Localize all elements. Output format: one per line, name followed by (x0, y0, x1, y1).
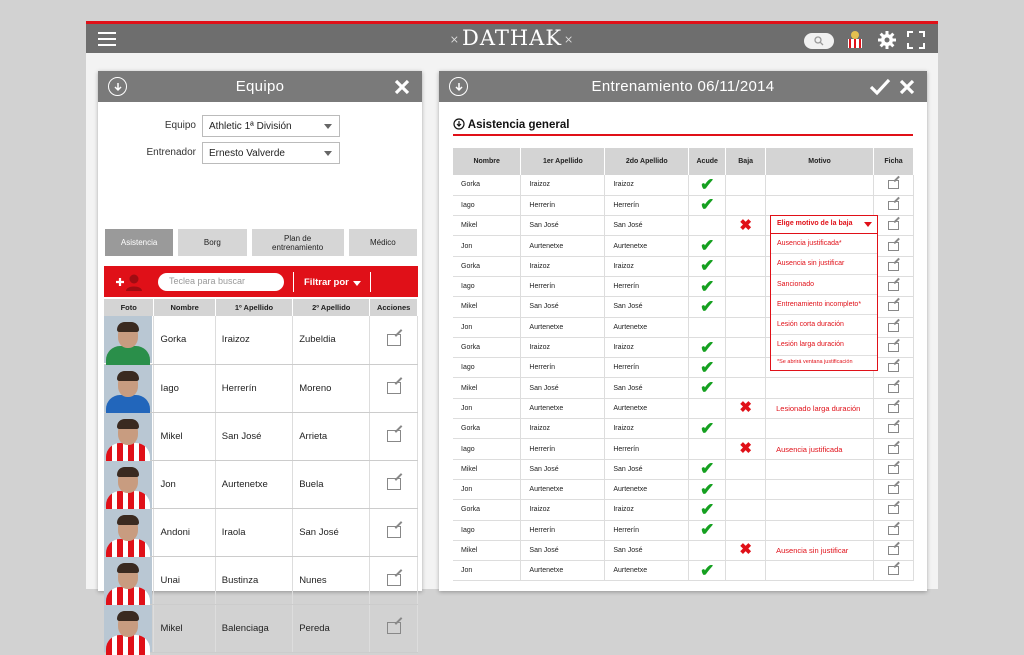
acude-cell[interactable] (689, 419, 726, 439)
cross-icon: ✖ (739, 216, 752, 234)
equipo-panel (98, 71, 422, 634)
table-row[interactable] (104, 412, 418, 460)
edit-icon[interactable] (387, 430, 401, 442)
player-surname1: Balenciaga (215, 604, 292, 652)
row-surname2: Herrerín (605, 358, 689, 378)
cross-icon: ✖ (739, 541, 752, 559)
equipo-select[interactable]: Athletic 1ª División (202, 115, 340, 137)
motivo-cell (766, 479, 874, 499)
ficha-cell (873, 398, 913, 418)
player-surname1: Herrerín (215, 364, 292, 412)
row-name: Mikel (453, 216, 521, 236)
check-icon: ✔ (700, 418, 715, 438)
row-surname2: Iraizoz (605, 500, 689, 520)
baja-cell[interactable] (726, 459, 766, 479)
chevron-down-icon (324, 151, 332, 156)
table-row[interactable] (453, 175, 914, 195)
edit-icon[interactable] (387, 478, 401, 490)
edit-icon[interactable] (387, 334, 401, 346)
row-surname2: Aurtenetxe (605, 317, 689, 337)
acude-cell[interactable] (689, 500, 726, 520)
row-surname2: Herrerín (605, 195, 689, 215)
player-name: Jon (154, 460, 215, 508)
player-surname2: Moreno (293, 364, 370, 412)
ficha-cell (873, 195, 913, 215)
table-row[interactable] (104, 316, 418, 364)
row-surname2: Herrerín (605, 520, 689, 540)
chevron-down-icon (353, 281, 361, 286)
row-surname1: San José (521, 297, 605, 317)
player-name: Andoni (154, 508, 215, 556)
table-row[interactable] (104, 460, 418, 508)
row-name: Iago (453, 520, 521, 540)
fullscreen-icon[interactable] (905, 29, 927, 51)
ficha-cell (873, 479, 913, 499)
check-icon: ✔ (700, 378, 715, 398)
acude-cell[interactable] (689, 236, 726, 256)
row-surname2: Aurtenetxe (605, 398, 689, 418)
edit-icon[interactable] (888, 485, 899, 494)
table-row[interactable] (453, 459, 914, 479)
ficha-cell (873, 317, 913, 337)
player-name: Iago (154, 364, 215, 412)
row-name: Gorka (453, 500, 521, 520)
check-icon: ✔ (700, 520, 715, 540)
row-name: Gorka (453, 175, 521, 195)
app-window (86, 21, 938, 634)
edit-icon[interactable] (888, 384, 899, 393)
player-name: Mikel (154, 604, 215, 652)
motivo-cell (766, 195, 874, 215)
cross-icon: ✖ (739, 399, 752, 417)
acude-cell[interactable] (689, 317, 726, 337)
edit-icon[interactable] (888, 465, 899, 474)
row-name: Mikel (453, 540, 521, 560)
player-surname2: Nunes (293, 556, 370, 604)
edit-icon[interactable] (387, 526, 401, 538)
ficha-cell (873, 500, 913, 520)
row-surname1: Herrerín (521, 195, 605, 215)
dropdown-option[interactable]: Lesión corta duración (771, 315, 877, 335)
dropdown-note: *Se abrirá ventana justificación (777, 358, 853, 365)
ficha-cell (873, 358, 913, 378)
ficha-cell (873, 337, 913, 357)
motivo-cell (766, 175, 874, 195)
column-header: Nombre (453, 148, 521, 175)
check-icon: ✔ (700, 256, 715, 276)
players-table (104, 299, 418, 653)
row-name: Jon (453, 398, 521, 418)
row-surname1: Herrerín (521, 439, 605, 459)
search-bar (104, 266, 418, 297)
motivo-cell: Lesionado larga duración (766, 398, 874, 418)
row-name: Mikel (453, 459, 521, 479)
equipo-label: Equipo (164, 120, 196, 131)
column-header: Baja (726, 148, 766, 175)
close-icon[interactable] (897, 77, 917, 97)
player-surname1: Iraizoz (215, 316, 292, 364)
row-surname1: San José (521, 216, 605, 236)
edit-icon[interactable] (888, 546, 899, 555)
row-name: Gorka (453, 419, 521, 439)
section-divider (453, 134, 913, 136)
edit-icon[interactable] (888, 363, 899, 372)
edit-icon[interactable] (888, 302, 899, 311)
check-icon: ✔ (700, 195, 715, 215)
baja-cell[interactable] (726, 439, 766, 459)
row-surname2: Iraizoz (605, 175, 689, 195)
row-surname2: Herrerín (605, 276, 689, 296)
panel-title: Entrenamiento 06/11/2014 (591, 78, 775, 95)
app-logo: ×DATHAK × (449, 26, 575, 50)
acude-cell[interactable] (689, 358, 726, 378)
column-header: 2º Apellido (293, 299, 370, 316)
check-icon: ✔ (700, 236, 715, 256)
baja-cell[interactable] (726, 317, 766, 337)
motivo-cell (766, 378, 874, 398)
acude-cell[interactable] (689, 216, 726, 236)
dropdown-option[interactable]: Entrenamiento incompleto* (771, 295, 877, 315)
row-name: Iago (453, 358, 521, 378)
table-row[interactable] (453, 479, 914, 499)
ficha-cell (873, 419, 913, 439)
avatar (104, 316, 152, 363)
motivo-cell: Ausencia justificada (766, 439, 874, 459)
acude-cell[interactable] (689, 540, 726, 560)
entrenador-label: Entrenador (146, 147, 196, 158)
club-badge-icon[interactable] (844, 29, 866, 51)
acude-cell[interactable] (689, 337, 726, 357)
row-surname1: Iraizoz (521, 337, 605, 357)
row-surname2: Aurtenetxe (605, 561, 689, 581)
player-photo-cell (104, 460, 154, 508)
row-name: Iago (453, 439, 521, 459)
actions-cell (370, 364, 418, 412)
row-surname1: Iraizoz (521, 419, 605, 439)
baja-cell[interactable] (726, 297, 766, 317)
acude-cell[interactable] (689, 479, 726, 499)
acude-cell[interactable] (689, 175, 726, 195)
edit-icon[interactable] (888, 424, 899, 433)
table-row[interactable] (104, 604, 418, 652)
ficha-cell (873, 276, 913, 296)
acude-cell[interactable] (689, 297, 726, 317)
row-surname2: San José (605, 378, 689, 398)
row-name: Mikel (453, 378, 521, 398)
avatar (104, 413, 152, 460)
table-row[interactable] (453, 561, 914, 581)
edit-icon[interactable] (888, 201, 899, 210)
motivo-cell (766, 419, 874, 439)
dropdown-option[interactable]: Lesión larga duración (771, 335, 877, 355)
row-surname1: Iraizoz (521, 175, 605, 195)
acude-cell[interactable] (689, 459, 726, 479)
tab-bar (105, 229, 417, 256)
motivo-cell (766, 459, 874, 479)
acude-cell[interactable] (689, 561, 726, 581)
motivo-cell (766, 520, 874, 540)
row-surname2: San José (605, 297, 689, 317)
close-icon[interactable] (392, 77, 412, 97)
baja-cell[interactable] (726, 479, 766, 499)
column-header: 2do Apellido (605, 148, 689, 175)
baja-cell[interactable] (726, 337, 766, 357)
avatar (104, 461, 152, 508)
ficha-cell (873, 236, 913, 256)
column-header: 1er Apellido (521, 148, 605, 175)
player-surname1: Iraola (215, 508, 292, 556)
baja-cell[interactable] (726, 378, 766, 398)
acude-cell[interactable] (689, 520, 726, 540)
row-name: Jon (453, 236, 521, 256)
table-row[interactable] (453, 378, 914, 398)
edit-icon[interactable] (888, 262, 899, 271)
entrenador-select[interactable]: Ernesto Valverde (202, 142, 340, 164)
row-surname1: San José (521, 378, 605, 398)
row-name: Gorka (453, 337, 521, 357)
player-photo-cell (104, 508, 154, 556)
column-header: 1º Apellido (215, 299, 292, 316)
edit-icon[interactable] (888, 526, 899, 535)
table-row[interactable] (453, 540, 914, 560)
motivo-dropdown[interactable] (770, 215, 878, 371)
avatar (104, 605, 152, 652)
player-surname2: Buela (293, 460, 370, 508)
edit-icon[interactable] (387, 622, 401, 634)
row-surname2: San José (605, 459, 689, 479)
edit-icon[interactable] (888, 323, 899, 332)
row-name: Jon (453, 479, 521, 499)
row-surname2: Iraizoz (605, 337, 689, 357)
column-header: Motivo (766, 148, 874, 175)
motivo-cell (766, 500, 874, 520)
avatar (104, 557, 152, 604)
edit-icon[interactable] (888, 404, 899, 413)
filter-dropdown[interactable]: Filtrar por (293, 272, 371, 292)
row-surname1: Iraizoz (521, 256, 605, 276)
equipo-header (98, 71, 422, 102)
player-surname2: Arrieta (293, 412, 370, 460)
column-header: Acciones (370, 299, 418, 316)
baja-cell[interactable] (726, 561, 766, 581)
dropdown-header[interactable]: Elige motivo de la baja (771, 216, 877, 234)
player-surname2: San José (293, 508, 370, 556)
row-surname2: Aurtenetxe (605, 236, 689, 256)
player-surname1: Aurtenetxe (215, 460, 292, 508)
check-icon: ✔ (700, 276, 715, 296)
row-surname1: Herrerín (521, 276, 605, 296)
actions-cell (370, 556, 418, 604)
check-icon: ✔ (700, 499, 715, 519)
baja-cell[interactable] (726, 216, 766, 236)
edit-icon[interactable] (888, 180, 899, 189)
actions-cell (370, 412, 418, 460)
column-header: Foto (104, 299, 154, 316)
confirm-icon[interactable] (869, 77, 889, 97)
baja-cell[interactable] (726, 520, 766, 540)
ficha-cell (873, 216, 913, 236)
check-icon: ✔ (700, 560, 715, 580)
row-name: Jon (453, 317, 521, 337)
player-surname1: San José (215, 412, 292, 460)
cross-icon: ✖ (739, 440, 752, 457)
table-row[interactable] (104, 508, 418, 556)
row-surname2: San José (605, 540, 689, 560)
chevron-down-icon (864, 222, 872, 227)
row-surname2: San José (605, 216, 689, 236)
row-surname1: Herrerín (521, 358, 605, 378)
row-surname1: Aurtenetxe (521, 398, 605, 418)
table-row[interactable] (453, 500, 914, 520)
column-header: Acude (689, 148, 726, 175)
actions-cell (370, 460, 418, 508)
dropdown-option[interactable]: Sancionado (771, 275, 877, 295)
player-photo-cell (104, 604, 154, 652)
table-row[interactable] (104, 556, 418, 604)
row-surname1: Iraizoz (521, 500, 605, 520)
table-row[interactable] (453, 195, 914, 215)
tab-plan[interactable]: Plan de entrenamiento (252, 229, 344, 256)
baja-cell[interactable] (726, 236, 766, 256)
ficha-cell (873, 561, 913, 581)
row-surname2: Iraizoz (605, 419, 689, 439)
ficha-cell (873, 256, 913, 276)
row-name: Iago (453, 195, 521, 215)
table-row[interactable] (104, 364, 418, 412)
edit-icon[interactable] (888, 343, 899, 352)
row-name: Mikel (453, 297, 521, 317)
tab-medico[interactable]: Médico (349, 229, 417, 256)
row-surname1: Aurtenetxe (521, 479, 605, 499)
acude-cell[interactable] (689, 256, 726, 276)
player-surname2: Pereda (293, 604, 370, 652)
chevron-down-icon (324, 124, 332, 129)
table-header (104, 299, 418, 316)
ficha-cell (873, 459, 913, 479)
edit-icon[interactable] (387, 382, 401, 394)
row-name: Iago (453, 276, 521, 296)
ficha-cell (873, 540, 913, 560)
row-surname1: Aurtenetxe (521, 561, 605, 581)
row-surname1: Herrerín (521, 520, 605, 540)
player-photo-cell (104, 316, 154, 364)
download-circle-icon (453, 118, 465, 130)
baja-cell[interactable] (726, 419, 766, 439)
check-icon: ✔ (700, 174, 715, 194)
tab-borg[interactable]: Borg (178, 229, 246, 256)
table-row[interactable] (453, 398, 914, 418)
table-row[interactable] (453, 439, 914, 459)
edit-icon[interactable] (888, 282, 899, 291)
row-name: Gorka (453, 256, 521, 276)
row-surname2: Aurtenetxe (605, 479, 689, 499)
baja-cell[interactable] (726, 500, 766, 520)
check-icon: ✔ (700, 337, 715, 357)
entrenamiento-header (439, 71, 927, 102)
acude-cell[interactable] (689, 276, 726, 296)
edit-icon[interactable] (888, 505, 899, 514)
acude-cell[interactable] (689, 195, 726, 215)
column-header: Nombre (154, 299, 215, 316)
row-surname2: Herrerín (605, 439, 689, 459)
player-photo-cell (104, 412, 154, 460)
check-icon: ✔ (700, 479, 715, 499)
baja-cell[interactable] (726, 540, 766, 560)
baja-cell[interactable] (726, 175, 766, 195)
column-header: Ficha (873, 148, 913, 175)
baja-cell[interactable] (726, 256, 766, 276)
dropdown-option[interactable]: Ausencia justificada* (771, 234, 877, 254)
ficha-cell (873, 520, 913, 540)
edit-icon[interactable] (888, 566, 899, 575)
edit-icon[interactable] (888, 242, 899, 251)
motivo-cell (766, 561, 874, 581)
edit-icon[interactable] (888, 221, 899, 230)
search-icon[interactable] (804, 33, 834, 49)
baja-cell[interactable] (726, 358, 766, 378)
section-title: Asistencia general (453, 118, 569, 131)
tab-asistencia[interactable]: Asistencia (105, 229, 173, 256)
player-name: Mikel (154, 412, 215, 460)
motivo-cell: Ausencia sin justificar (766, 540, 874, 560)
row-surname1: San José (521, 540, 605, 560)
table-row[interactable] (453, 520, 914, 540)
acude-cell[interactable] (689, 439, 726, 459)
row-surname1: San José (521, 459, 605, 479)
table-header (453, 148, 914, 175)
player-name: Gorka (154, 316, 215, 364)
edit-icon[interactable] (387, 574, 401, 586)
table-row[interactable] (453, 419, 914, 439)
check-icon: ✔ (700, 357, 715, 377)
ficha-cell (873, 175, 913, 195)
acude-cell[interactable] (689, 398, 726, 418)
add-player-icon[interactable] (114, 272, 144, 292)
top-bar (86, 21, 938, 53)
player-name: Unai (154, 556, 215, 604)
player-surname1: Bustinza (215, 556, 292, 604)
row-surname1: Aurtenetxe (521, 317, 605, 337)
gear-icon[interactable] (876, 29, 898, 51)
player-surname2: Zubeldia (293, 316, 370, 364)
ficha-cell (873, 378, 913, 398)
player-photo-cell (104, 556, 154, 604)
check-icon: ✔ (700, 459, 715, 479)
actions-cell (370, 508, 418, 556)
player-photo-cell (104, 364, 154, 412)
actions-cell (370, 316, 418, 364)
baja-cell[interactable] (726, 276, 766, 296)
search-input[interactable]: Teclea para buscar (158, 273, 284, 291)
actions-cell (370, 604, 418, 652)
ficha-cell (873, 439, 913, 459)
edit-icon[interactable] (888, 445, 899, 454)
ficha-cell (873, 297, 913, 317)
dropdown-option[interactable]: Ausencia sin justificar (771, 254, 877, 274)
avatar (104, 509, 152, 556)
avatar (104, 365, 152, 412)
acude-cell[interactable] (689, 378, 726, 398)
row-surname1: Aurtenetxe (521, 236, 605, 256)
entrenamiento-panel (439, 71, 927, 591)
baja-cell[interactable] (726, 195, 766, 215)
check-icon: ✔ (700, 296, 715, 316)
panel-title: Equipo (235, 78, 285, 95)
row-surname2: Iraizoz (605, 256, 689, 276)
row-name: Jon (453, 561, 521, 581)
baja-cell[interactable] (726, 398, 766, 418)
